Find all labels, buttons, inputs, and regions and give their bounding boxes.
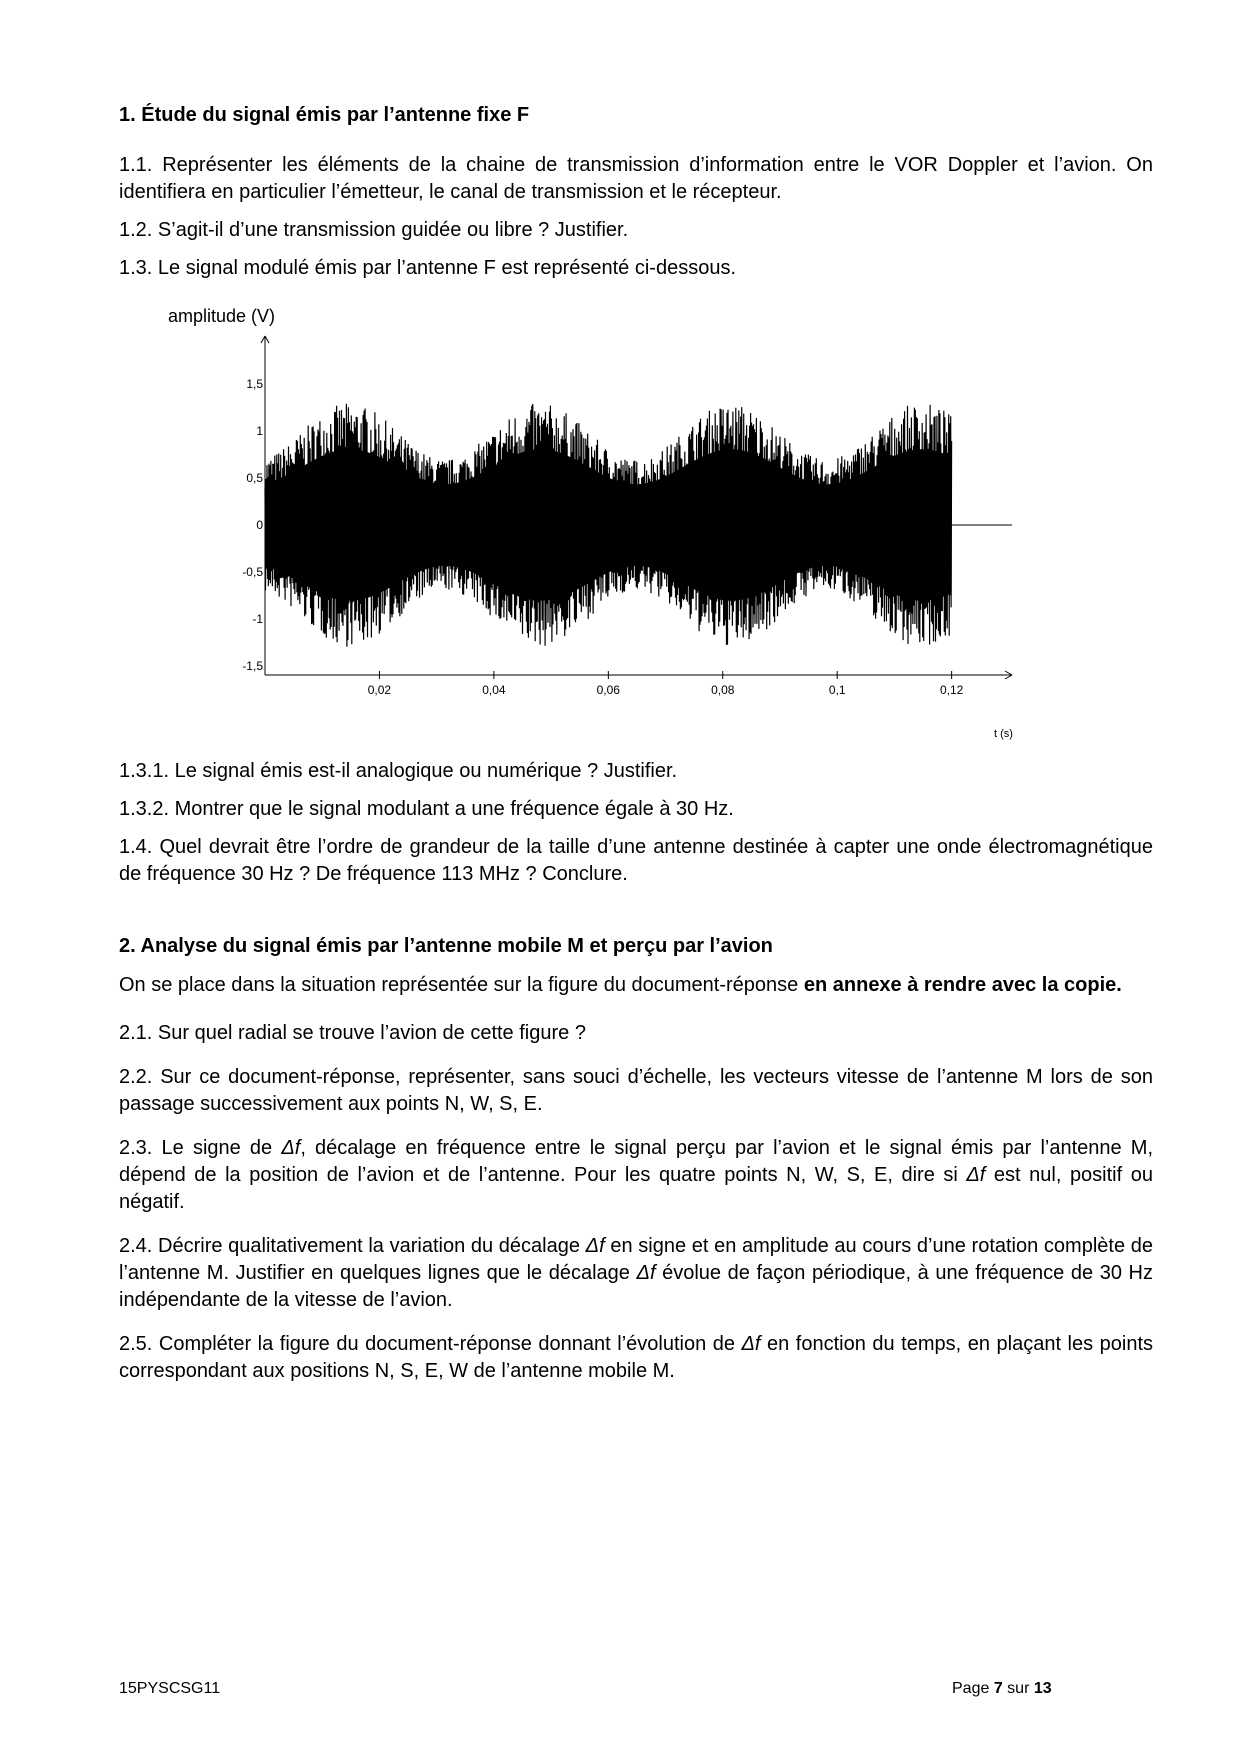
page-total: 13: [1033, 1680, 1052, 1697]
intro-text: On se place dans la situation représentée sur la figure du document-réponse: [119, 974, 804, 996]
page-current: 7: [993, 1680, 1003, 1697]
x-tick-label: 0,06: [596, 683, 620, 697]
x-axis-arrow: [1005, 675, 1012, 679]
q2-4-part-b: en signe et en amplitude au cours d’une rotation complète de l’antenne M. Justifier en quelques lignes que le décalage: [119, 1235, 1153, 1284]
q2-5-part-a: 2.5. Compléter la figure du document-réponse donnant l’évolution de: [119, 1333, 742, 1355]
y-axis-arrow: [265, 336, 269, 343]
section-1-title: 1. Étude du signal émis par l’antenne fixe F: [119, 104, 530, 126]
y-axis-arrow: [261, 336, 265, 343]
q2-4-part-a: 2.4. Décrire qualitativement la variation du décalage: [119, 1235, 586, 1257]
y-tick-label: 0,5: [246, 471, 263, 485]
signal-chart-svg: [119, 298, 1153, 758]
q2-4-part-c: évolue de façon périodique, à une fréquence de 30 Hz indépendante de la vitesse de l’avion.: [119, 1262, 1153, 1311]
question-1-3-2: 1.3.2. Montrer que le signal modulant a une fréquence égale à 30 Hz.: [119, 798, 734, 820]
section-2-intro: [119, 972, 1153, 999]
y-tick-labels: [242, 377, 263, 673]
x-tick-label: 0,02: [367, 683, 392, 697]
delta-f-symbol: Δf: [281, 1137, 301, 1159]
y-tick-label: 1: [256, 424, 263, 438]
question-1-4: 1.4. Quel devrait être l’ordre de grandeur de la taille d’une antenne destinée à capter une onde électromagnétique de fréquence 30 Hz ? De fréquence 113 MHz ? Conclure.: [119, 836, 1153, 885]
intro-bold-text: en annexe à rendre avec la copie.: [803, 974, 1122, 996]
signal-chart: [119, 298, 1153, 758]
question-2-4: [119, 1233, 1153, 1314]
q2-5-part-b: en fonction du temps, en plaçant les points correspondant aux positions N, S, E, W de l’antenne mobile M.: [119, 1333, 1153, 1382]
question-1-1: 1.1. Représenter les éléments de la chaine de transmission d’information entre le VOR Doppler et l’avion. On identifiera en particulier l’émetteur, le canal de transmission et le récepteur.: [119, 154, 1153, 203]
x-tick-label: 0,1: [828, 683, 846, 697]
question-1-2: 1.2. S’agit-il d’une transmission guidée ou libre ? Justifier.: [119, 219, 629, 241]
question-2-2: 2.2. Sur ce document-réponse, représenter, sans souci d’échelle, les vecteurs vitesse de l’antenne M lors de son passage successivement aux points N, W, S, E.: [119, 1066, 1153, 1115]
question-2-3: [119, 1135, 1153, 1216]
page-content: [119, 98, 1153, 1385]
x-tick-label: 0,12: [939, 683, 964, 697]
footer-page-number: [952, 1680, 1052, 1698]
section-2-title: 2. Analyse du signal émis par l’antenne mobile M et perçu par l’avion: [119, 935, 773, 957]
y-tick-label: -0,5: [242, 565, 263, 579]
page-prefix: Page: [952, 1680, 994, 1697]
delta-f-symbol: Δf: [741, 1333, 761, 1355]
x-axis-arrow: [1005, 671, 1012, 675]
q2-3-part-c: est nul, positif ou négatif.: [119, 1164, 1153, 1213]
q2-3-part-a: 2.3. Le signe de: [119, 1137, 282, 1159]
y-tick-label: 0: [256, 518, 263, 532]
delta-f-symbol: Δf: [636, 1262, 656, 1284]
y-tick-label: -1,5: [242, 659, 263, 673]
question-2-5: [119, 1331, 1153, 1385]
delta-f-symbol: Δf: [585, 1235, 605, 1257]
y-tick-label: -1: [252, 612, 263, 626]
question-1-3: 1.3. Le signal modulé émis par l’antenne F est représenté ci-dessous.: [119, 257, 737, 279]
question-1-3-1: 1.3.1. Le signal émis est-il analogique ou numérique ? Justifier.: [119, 760, 678, 782]
x-axis-label: t (s): [994, 728, 1013, 740]
footer-document-code: 15PYSCSG11: [119, 1680, 221, 1697]
y-tick-label: 1,5: [246, 377, 263, 391]
page-separator: sur: [1002, 1680, 1034, 1697]
x-tick-label: 0,08: [711, 683, 735, 697]
x-tick-label: 0,04: [482, 683, 506, 697]
q2-3-part-b: , décalage en fréquence entre le signal perçu par l’avion et le signal émis par l’antenne M, dépend de la position de l’avion et de l’antenne. Pour les quatre points N, W, S, E, dire si: [119, 1137, 1154, 1186]
y-axis-label: amplitude (V): [168, 306, 276, 326]
delta-f-symbol: Δf: [966, 1164, 986, 1186]
question-2-1: 2.1. Sur quel radial se trouve l’avion de cette figure ?: [119, 1022, 586, 1044]
signal-waveform: [265, 404, 952, 647]
